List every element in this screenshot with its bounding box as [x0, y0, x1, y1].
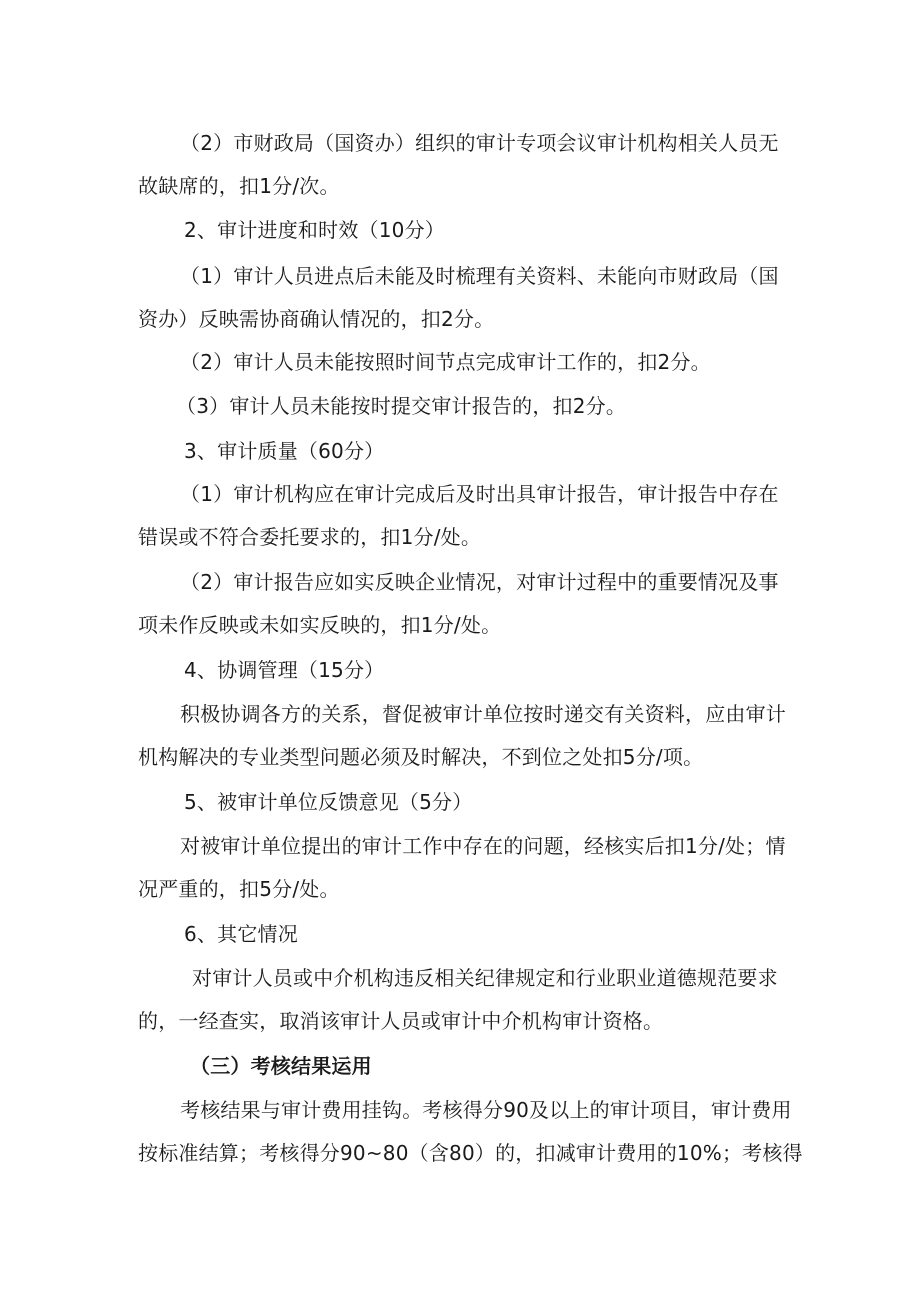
paragraph-line: （1）审计人员进点后未能及时梳理有关资料、未能向市财政局（国 — [180, 264, 779, 288]
paragraph-line: 况严重的，扣5分/处。 — [138, 877, 340, 901]
section-heading: 6、其它情况 — [184, 922, 298, 946]
paragraph-line: （2）市财政局（国资办）组织的审计专项会议审计机构相关人员无 — [180, 131, 779, 155]
section-heading: 3、审计质量（60分） — [184, 439, 385, 463]
section-heading: 4、协调管理（15分） — [184, 658, 385, 682]
paragraph-line: 资办）反映需协商确认情况的，扣2分。 — [138, 307, 495, 331]
paragraph-line: 机构解决的专业类型问题必须及时解决，不到位之处扣5分/项。 — [138, 745, 704, 769]
paragraph-line: 按标准结算；考核得分90~80（含80）的，扣减审计费用的10%；考核得 — [138, 1141, 803, 1165]
paragraph-line: （3）审计人员未能按时提交审计报告的，扣2分。 — [176, 394, 627, 418]
subsection-heading: （三）考核结果运用 — [190, 1054, 372, 1078]
paragraph-line: 对被审计单位提出的审计工作中存在的问题，经核实后扣1分/处；情 — [180, 834, 786, 858]
paragraph-line: （1）审计机构应在审计完成后及时出具审计报告，审计报告中存在 — [180, 482, 779, 506]
paragraph-line: 对审计人员或中介机构违反相关纪律规定和行业职业道德规范要求 — [192, 966, 778, 990]
paragraph-line: 故缺席的，扣1分/次。 — [138, 174, 340, 198]
paragraph-line: （2）审计人员未能按照时间节点完成审计工作的，扣2分。 — [180, 350, 711, 374]
section-heading: 5、被审计单位反馈意见（5分） — [184, 790, 473, 814]
paragraph-line: 错误或不符合委托要求的，扣1分/处。 — [138, 525, 482, 549]
section-heading: 2、审计进度和时效（10分） — [184, 218, 445, 242]
paragraph-line: （2）审计报告应如实反映企业情况，对审计过程中的重要情况及事 — [180, 570, 779, 594]
paragraph-line: 积极协调各方的关系，督促被审计单位按时递交有关资料，应由审计 — [180, 702, 786, 726]
paragraph-line: 的，一经查实，取消该审计人员或审计中介机构审计资格。 — [138, 1009, 664, 1033]
paragraph-line: 考核结果与审计费用挂钩。考核得分90及以上的审计项目，审计费用 — [180, 1098, 792, 1122]
paragraph-line: 项未作反映或未如实反映的，扣1分/处。 — [138, 613, 502, 637]
